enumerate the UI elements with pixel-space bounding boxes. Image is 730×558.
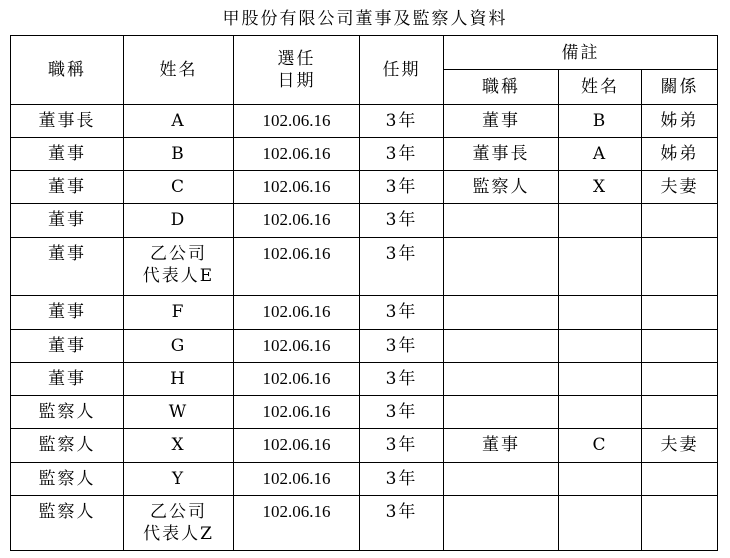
cell-elected-date: 102.06.16 — [234, 204, 360, 238]
cell-remarks-name — [559, 204, 642, 238]
header-remarks-position: 職稱 — [444, 70, 559, 105]
cell-position: 董事 — [11, 330, 124, 363]
cell-term: 3年 — [360, 138, 444, 171]
cell-remarks-position: 董事長 — [444, 138, 559, 171]
cell-name — [124, 105, 234, 138]
table-row — [11, 330, 718, 363]
cell-remarks-position — [444, 204, 559, 238]
cell-remarks-relation — [642, 296, 718, 330]
table-row — [11, 363, 718, 396]
cell-term: 3年 — [360, 204, 444, 238]
cell-elected-date: 102.06.16 — [234, 396, 360, 429]
table-row — [11, 296, 718, 330]
cell-elected-date: 102.06.16 — [234, 429, 360, 463]
cell-remarks-relation — [642, 330, 718, 363]
cell-name-line1: W — [168, 402, 189, 422]
cell-remarks-position — [444, 330, 559, 363]
cell-name-line1: Y — [171, 469, 186, 489]
cell-remarks-position — [444, 496, 559, 551]
cell-name-line2: 代表人Z — [143, 524, 214, 544]
cell-position: 監察人 — [11, 429, 124, 463]
cell-name-line1: F — [171, 302, 186, 322]
header-elected-line1: 選任 — [277, 49, 316, 69]
cell-remarks-relation — [642, 363, 718, 396]
cell-name — [124, 238, 234, 296]
cell-remarks-relation — [642, 463, 718, 496]
table-header — [11, 36, 718, 105]
header-term: 任期 — [360, 36, 444, 105]
cell-term: 3年 — [360, 296, 444, 330]
header-remarks: 備註 — [444, 36, 718, 70]
cell-remarks-position — [444, 463, 559, 496]
cell-remarks-relation — [642, 496, 718, 551]
cell-remarks-position — [444, 363, 559, 396]
header-elected-date — [234, 36, 360, 105]
cell-position: 董事長 — [11, 105, 124, 138]
cell-remarks-position: 董事 — [444, 105, 559, 138]
cell-name-line1: C — [170, 177, 186, 197]
cell-elected-date: 102.06.16 — [234, 463, 360, 496]
table-row — [11, 238, 718, 296]
table-row — [11, 496, 718, 551]
cell-name-line1: G — [170, 336, 187, 356]
cell-name — [124, 429, 234, 463]
table-row — [11, 105, 718, 138]
cell-position: 董事 — [11, 204, 124, 238]
header-position: 職稱 — [11, 36, 124, 105]
document-title: 甲股份有限公司董事及監察人資料 — [222, 9, 508, 29]
cell-name-line1: 乙公司 — [150, 244, 207, 264]
cell-term: 3年 — [360, 496, 444, 551]
cell-elected-date: 102.06.16 — [234, 138, 360, 171]
cell-remarks-name — [559, 238, 642, 296]
header-name: 姓名 — [124, 36, 234, 105]
cell-remarks-position — [444, 238, 559, 296]
cell-remarks-name: C — [559, 429, 642, 463]
cell-name-line1: 乙公司 — [150, 502, 207, 522]
cell-position: 董事 — [11, 363, 124, 396]
cell-term: 3年 — [360, 238, 444, 296]
cell-term: 3年 — [360, 463, 444, 496]
cell-name — [124, 204, 234, 238]
table-row — [11, 138, 718, 171]
cell-name — [124, 296, 234, 330]
cell-name-line1: A — [171, 111, 186, 131]
cell-term: 3年 — [360, 105, 444, 138]
table-row — [11, 204, 718, 238]
cell-remarks-name — [559, 496, 642, 551]
cell-name-line1: H — [170, 369, 187, 389]
cell-position: 董事 — [11, 296, 124, 330]
cell-remarks-relation: 夫妻 — [642, 171, 718, 204]
directors-supervisors-table — [10, 35, 718, 551]
cell-remarks-relation — [642, 238, 718, 296]
cell-position: 監察人 — [11, 496, 124, 551]
cell-name — [124, 496, 234, 551]
cell-term: 3年 — [360, 429, 444, 463]
table-row — [11, 463, 718, 496]
cell-name — [124, 463, 234, 496]
cell-elected-date: 102.06.16 — [234, 363, 360, 396]
cell-remarks-name — [559, 330, 642, 363]
cell-name — [124, 396, 234, 429]
cell-remarks-name: B — [559, 105, 642, 138]
table-row — [11, 396, 718, 429]
cell-name-line2: 代表人E — [142, 266, 215, 286]
cell-remarks-position: 董事 — [444, 429, 559, 463]
cell-remarks-position — [444, 396, 559, 429]
cell-remarks-relation — [642, 204, 718, 238]
cell-name — [124, 330, 234, 363]
cell-name-line1: X — [171, 435, 186, 455]
cell-remarks-relation: 夫妻 — [642, 429, 718, 463]
cell-remarks-name — [559, 296, 642, 330]
header-remarks-name: 姓名 — [559, 70, 642, 105]
cell-elected-date: 102.06.16 — [234, 238, 360, 296]
table-row — [11, 171, 718, 204]
cell-remarks-relation — [642, 396, 718, 429]
cell-name-line1: D — [170, 210, 187, 230]
cell-term: 3年 — [360, 363, 444, 396]
cell-remarks-name — [559, 396, 642, 429]
cell-remarks-name: A — [559, 138, 642, 171]
cell-position: 監察人 — [11, 396, 124, 429]
cell-elected-date: 102.06.16 — [234, 330, 360, 363]
table-body — [11, 105, 718, 551]
cell-remarks-name — [559, 463, 642, 496]
cell-remarks-position: 監察人 — [444, 171, 559, 204]
header-elected-line2: 日期 — [277, 71, 316, 91]
cell-elected-date: 102.06.16 — [234, 496, 360, 551]
cell-elected-date: 102.06.16 — [234, 105, 360, 138]
cell-remarks-name — [559, 363, 642, 396]
cell-name — [124, 138, 234, 171]
cell-remarks-relation: 姊弟 — [642, 105, 718, 138]
cell-term: 3年 — [360, 171, 444, 204]
cell-position: 董事 — [11, 138, 124, 171]
cell-term: 3年 — [360, 330, 444, 363]
cell-elected-date: 102.06.16 — [234, 296, 360, 330]
header-remarks-relation: 關係 — [642, 70, 718, 105]
cell-position: 監察人 — [11, 463, 124, 496]
cell-elected-date: 102.06.16 — [234, 171, 360, 204]
cell-remarks-position — [444, 296, 559, 330]
cell-name — [124, 171, 234, 204]
cell-position: 董事 — [11, 171, 124, 204]
cell-name — [124, 363, 234, 396]
cell-remarks-name: X — [559, 171, 642, 204]
cell-name-line1: B — [171, 144, 186, 164]
table-row — [11, 429, 718, 463]
cell-position: 董事 — [11, 238, 124, 296]
cell-remarks-relation: 姊弟 — [642, 138, 718, 171]
cell-term: 3年 — [360, 396, 444, 429]
